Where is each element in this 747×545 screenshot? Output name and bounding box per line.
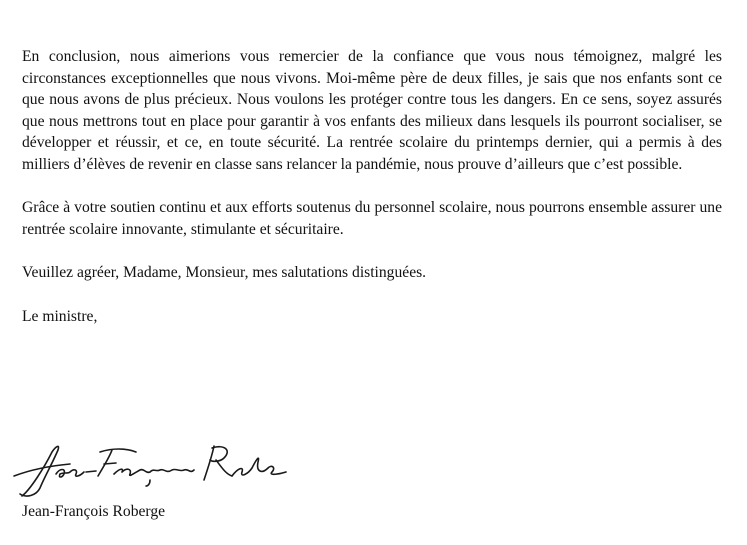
handwritten-signature (0, 438, 300, 502)
closing-title: Le ministre, (22, 307, 98, 325)
letter-body (22, 46, 722, 327)
letter-paragraph-salutation: Veuillez agréer, Madame, Monsieur, mes salutations distinguées. (22, 264, 427, 281)
letter-paragraph-conclusion: En conclusion, nous aimerions vous remercier de la confiance que vous nous témoignez, malgré les circonstances exceptionnelles que nous vivons. Moi-même père de deux filles, je sais que nos enfants sont ce que nous avons de plus précieux. Nous voulons les protéger contre tous les dangers. En ce sens, soyez assurés que nous mettrons tout en place pour garantir à vos enfants des milieux dans lesquels ils pourront socialiser, se développer et réussir, et ce, en toute sécurité. La rentrée scolaire du printemps dernier, qui a permis à des milliers d’élèves de revenir en classe sans relancer la pandémie, nous prouve d’ailleurs que c’est possible. (22, 48, 722, 173)
letter-paragraph-support: Grâce à votre soutien continu et aux efforts soutenus du personnel scolaire, nous pourrons ensemble assurer une rentrée scolaire innovante, stimulante et sécuritaire. (22, 199, 722, 238)
signer-name: Jean-François Roberge (22, 503, 166, 520)
